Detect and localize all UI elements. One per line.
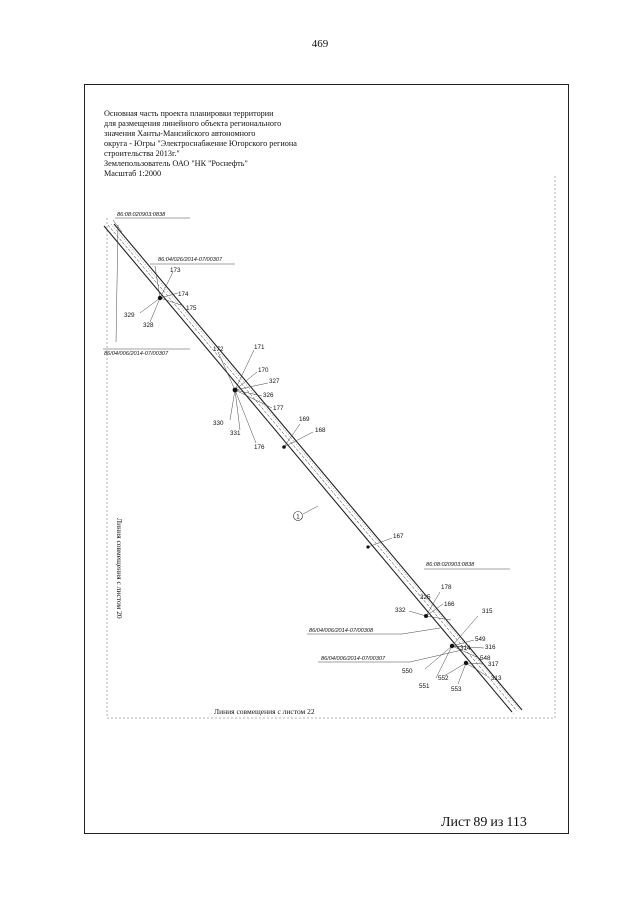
leader-lines [103,218,510,684]
boundary-point [366,545,369,548]
title-line: округа - Югры "Электроснабжение Югорского региона [104,139,297,148]
point-number: 172 [213,346,224,353]
cadastral-number: 86/04/006/2014-07/00307 [104,351,169,357]
plot-marker-number: 1 [296,514,300,521]
point-number: 550 [402,668,413,675]
boundary-point [424,614,428,618]
point-number: 316 [485,644,496,651]
page-number: 469 [311,38,329,50]
cadastral-number: 86/04/006/2014-07/00308 [309,628,374,634]
point-number: 549 [475,636,486,643]
point-number: 553 [451,686,462,693]
sheet-word: Лист [441,815,471,830]
point-number: 327 [269,378,280,385]
point-number: 167 [393,533,404,540]
point-number: 173 [170,267,181,274]
point-number: 329 [124,312,135,319]
point-number: 170 [258,367,269,374]
point-number: 551 [419,683,430,690]
boundary-point [158,296,162,300]
point-number: 313 [491,675,502,682]
sheet-current: 89 [473,815,488,830]
boundary-point [450,644,454,648]
corridor-lines [104,224,522,714]
sheet-total: 113 [506,815,527,830]
point-number: 171 [254,344,265,351]
point-number: 552 [438,675,449,682]
point-number: 330 [213,420,224,427]
point-number: 317 [488,661,499,668]
point-number: 325 [420,594,431,601]
point-number: 314 [460,645,471,652]
scale-line: Масштаб 1:2000 [104,169,162,178]
boundary-point [464,661,468,665]
point-number: 174 [178,291,189,298]
point-number: 168 [315,427,326,434]
boundary-point [233,388,238,393]
cadastral-number: 86:04/026/2014-07/00307 [158,257,223,263]
match-line-bottom-label: Линия совмещения с листом 22 [214,707,315,716]
sheet-label [441,815,530,831]
point-number: 326 [263,392,274,399]
sheet-sep: из [490,815,504,830]
cadastral-number: 86:08:020903:0838 [426,562,475,568]
point-number: 177 [273,405,284,412]
point-number: 548 [480,655,491,662]
point-number: 166 [444,601,455,608]
plot-marker [294,506,319,521]
title-line: строительства 2013г." [104,149,180,158]
point-number: 332 [395,607,406,614]
point-number: 176 [254,444,265,451]
boundary-point [282,445,286,449]
boundary-points [158,296,468,665]
match-line-left-label: Линия совмещения с листом 20 [115,518,124,619]
point-number: 178 [441,584,452,591]
point-number: 315 [482,608,493,615]
title-line: Землепользователь ОАО "НК "Роснефть" [104,159,248,168]
point-number: 175 [186,305,197,312]
point-number: 331 [230,430,241,437]
cadastral-number: 86/04/006/2014-07/00307 [321,656,386,662]
title-line: для размещения линейного объекта регионального [104,119,282,128]
cadastral-number: 86:08:020903:0838 [117,212,166,218]
title-line: значения Ханты-Мансийского автономного [104,129,256,138]
point-number: 328 [143,322,154,329]
title-line: Основная часть проекта планировки территории [104,109,274,118]
point-number: 169 [299,416,310,423]
